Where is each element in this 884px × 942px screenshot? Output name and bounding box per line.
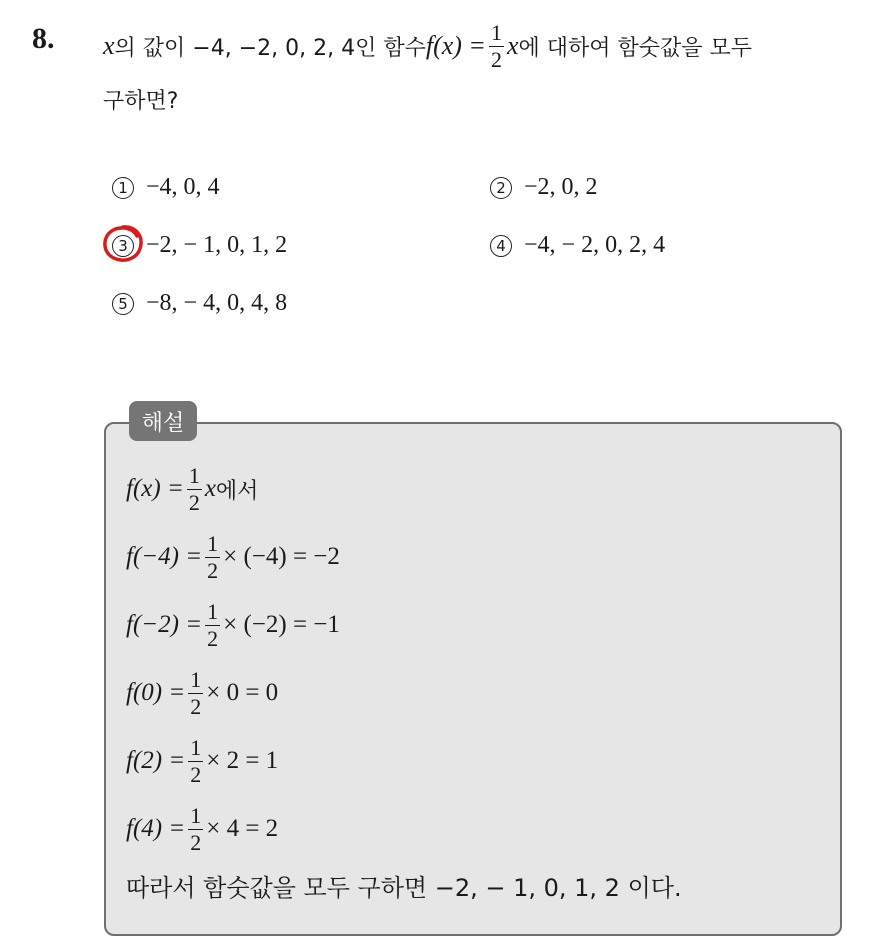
solution-lhs: f(−4) =: [126, 543, 203, 570]
solution-fraction: [188, 802, 203, 855]
solution-fraction: [188, 666, 203, 719]
choice-1[interactable]: [112, 174, 220, 201]
choice-text: −2, − 1, 0, 1, 2: [146, 232, 288, 258]
solution-line-3: [126, 594, 340, 656]
fraction-numerator: 1: [190, 802, 202, 828]
solution-lhs: f(4) =: [126, 815, 186, 842]
solution-lhs: f(−2) =: [126, 611, 203, 638]
solution-conclusion: 따라서 함숫값을 모두 구하면 −2, − 1, 0, 1, 2 이다.: [126, 874, 682, 902]
choice-4[interactable]: [490, 232, 665, 259]
fraction-denominator: 2: [490, 46, 502, 72]
variable-x: x: [103, 31, 115, 60]
solution-fraction: [187, 462, 202, 515]
solution-rhs: × (−4) = −2: [223, 543, 340, 570]
answer-circle-mark-icon: [101, 223, 145, 265]
fraction-denominator: 2: [190, 761, 202, 787]
variable-x-2: x: [506, 31, 519, 60]
solution-line-4: [126, 662, 278, 724]
choice-number-circle: 2: [490, 177, 512, 199]
question-text-part-b: 에 대하여 함숫값을 모두: [518, 35, 753, 61]
solution-tag: 해설: [129, 401, 197, 441]
fraction-denominator: 2: [207, 557, 219, 583]
solution-lhs: f(2) =: [126, 747, 186, 774]
fraction-numerator: 1: [207, 598, 219, 624]
choice-number-circle: 3: [112, 235, 134, 257]
fraction-numerator: 1: [190, 734, 202, 760]
choice-text: −2, 0, 2: [524, 174, 598, 200]
choice-number-circle: 5: [112, 293, 134, 315]
question-number: 8.: [32, 22, 55, 55]
solution-rhs: × (−2) = −1: [223, 611, 340, 638]
choice-2[interactable]: [490, 174, 598, 201]
fraction-denominator: 2: [190, 693, 202, 719]
solution-line-1: [126, 458, 258, 520]
fraction-numerator: 1: [188, 462, 200, 488]
question-text-line1: [103, 16, 752, 76]
question-text-part-a: 의 값이 −4, −2, 0, 2, 4인 함수: [114, 35, 426, 61]
function-expression: f(x) =: [425, 31, 486, 60]
solution-rhs: × 2 = 1: [206, 747, 279, 774]
choice-5[interactable]: [112, 290, 287, 317]
fraction-numerator: 1: [190, 666, 202, 692]
solution-lhs: f(0) =: [126, 679, 186, 706]
choice-number-circle: 4: [490, 235, 512, 257]
solution-line-5: [126, 730, 278, 792]
solution-rhs: x: [204, 475, 216, 502]
solution-fraction: [188, 734, 203, 787]
solution-suffix: 에서: [215, 478, 259, 504]
solution-lhs: f(x) =: [126, 475, 184, 502]
question-text-line2: 구하면?: [103, 89, 179, 114]
question-fraction: [489, 19, 504, 72]
solution-line-2: [126, 526, 340, 588]
solution-line-6: [126, 798, 278, 860]
fraction-numerator: 1: [207, 530, 219, 556]
choice-text: −4, 0, 4: [146, 174, 220, 200]
choice-text: −8, − 4, 0, 4, 8: [146, 290, 288, 316]
solution-fraction: [205, 598, 220, 651]
solution-rhs: × 0 = 0: [206, 679, 279, 706]
fraction-denominator: 2: [207, 625, 219, 651]
fraction-denominator: 2: [190, 829, 202, 855]
solution-fraction: [205, 530, 220, 583]
choice-number-circle: 1: [112, 177, 134, 199]
choice-text: −4, − 2, 0, 2, 4: [524, 232, 666, 258]
fraction-numerator: 1: [490, 19, 502, 45]
solution-rhs: × 4 = 2: [206, 815, 279, 842]
fraction-denominator: 2: [188, 489, 200, 515]
